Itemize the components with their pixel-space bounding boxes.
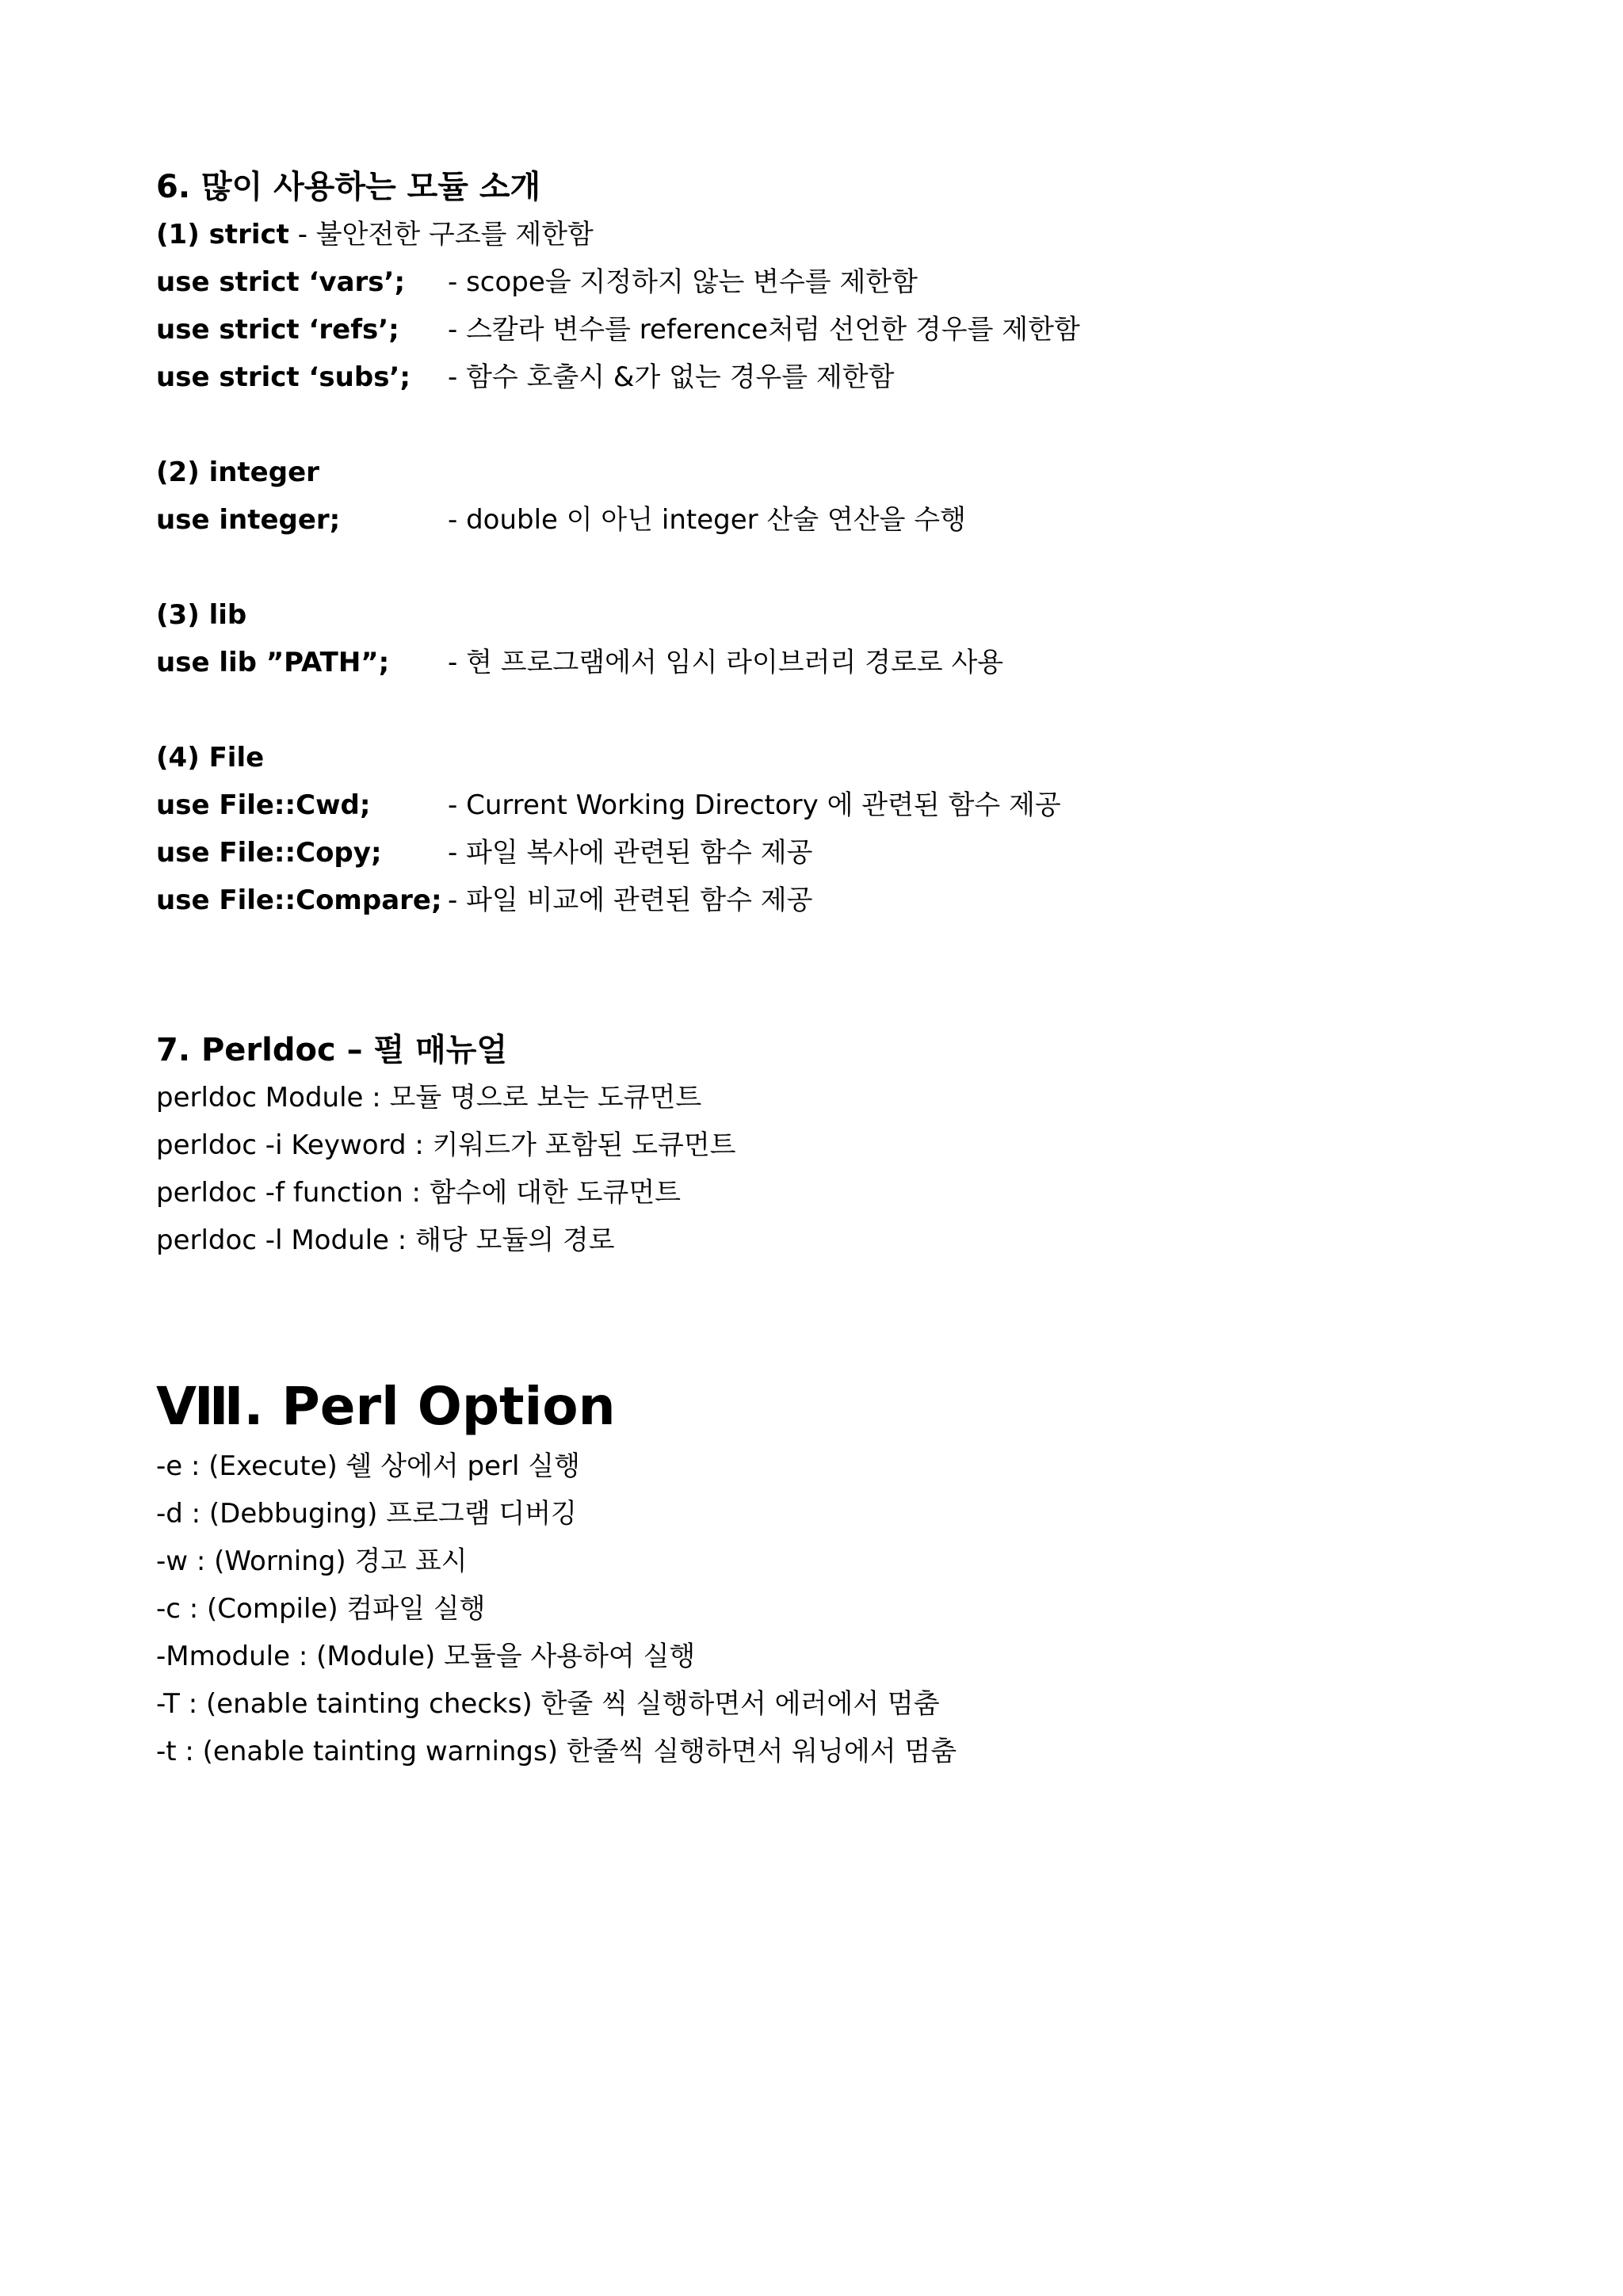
perl-option-line: -T : (enable tainting checks) 한줄 씩 실행하면서 에러에서 멈춤 [156,1688,940,1720]
lib-code: use lib ”PATH”; [156,647,390,678]
strict-refs-code: use strict ‘refs’; [156,314,399,346]
perl-option-line: -w : (Worning) 경고 표시 [156,1545,468,1577]
perl-option-line: -t : (enable tainting warnings) 한줄씩 실행하면서 워닝에서 멈춤 [156,1736,957,1767]
chapter-8-heading: Ⅷ. Perl Option [156,1376,616,1437]
file-row [156,781,1080,829]
section-6-heading: 6. 많이 사용하는 모듈 소개 [156,169,541,205]
strict-vars-desc: - scope을 지정하지 않는 변수를 제한함 [448,266,918,298]
file-compare-code: use File::Compare; [156,884,442,916]
strict-subs-desc: - 함수 호출시 &가 없는 경우를 제한함 [448,361,895,393]
file-row [156,829,1080,877]
file-compare-desc: - 파일 비교에 관련된 함수 제공 [448,884,813,916]
perldoc-line: perldoc -l Module : 해당 모듈의 경로 [156,1224,615,1256]
section-7 [156,1026,736,1264]
strict-row [156,306,1080,353]
strict-subs-code: use strict ‘subs’; [156,361,411,393]
section-7-heading: 7. Perldoc – 펄 매뉴얼 [156,1032,507,1068]
perldoc-line: perldoc -i Keyword : 키워드가 포함된 도큐먼트 [156,1129,736,1161]
strict-vars-code: use strict ‘vars’; [156,266,406,298]
file-row [156,877,1080,924]
file-copy-code: use File::Copy; [156,837,382,869]
integer-title: (2) integer [156,457,319,488]
file-copy-desc: - 파일 복사에 관련된 함수 제공 [448,837,813,869]
perl-option-line: -c : (Compile) 컴파일 실행 [156,1593,486,1625]
perldoc-line: perldoc Module : 모듈 명으로 보는 도큐먼트 [156,1082,702,1114]
integer-code: use integer; [156,504,341,536]
strict-title-line [156,211,1080,258]
section-6 [156,163,1080,924]
file-title: (4) File [156,742,265,774]
perl-option-line: -e : (Execute) 쉘 상에서 perl 실행 [156,1450,580,1482]
file-cwd-desc: - Current Working Directory 에 관련된 함수 제공 [448,789,1061,821]
lib-desc: - 현 프로그램에서 임시 라이브러리 경로로 사용 [448,647,1004,678]
strict-row [156,353,1080,401]
perl-option-line: -d : (Debbuging) 프로그램 디버깅 [156,1498,577,1530]
perl-option-line: -Mmodule : (Module) 모듈을 사용하여 실행 [156,1641,696,1672]
lib-title: (3) lib [156,599,247,631]
strict-title: (1) strict [156,219,289,250]
strict-refs-desc: - 스칼라 변수를 reference처럼 선언한 경우를 제한함 [448,314,1080,346]
strict-row [156,258,1080,306]
integer-desc: - double 이 아닌 integer 산술 연산을 수행 [448,504,966,536]
file-cwd-code: use File::Cwd; [156,789,371,821]
strict-title-desc: - 불안전한 구조를 제한함 [288,219,594,250]
lib-row [156,639,1080,686]
chapter-8 [156,1371,957,1775]
perldoc-line: perldoc -f function : 함수에 대한 도큐먼트 [156,1177,682,1209]
integer-row [156,496,1080,544]
